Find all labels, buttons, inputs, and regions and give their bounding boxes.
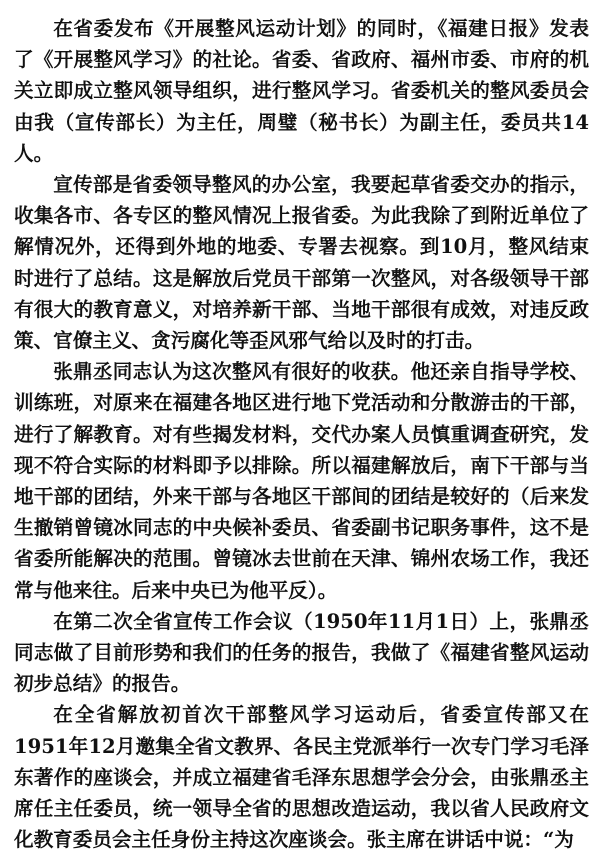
paragraph-mao-study-symposium: 在全省解放初首次干部整风学习运动后，省委宣传部又在1951年12月邀集全省文教界、各民主党派举行一次专门学习毛泽东著作的座谈会，并成立福建省毛泽东思想学会分会，由张鼎丞主席任主任委员，统一领导全省的思想改造运动，我以省人民政府文化教育委员会主任身份主持这次座谈会。张主席在讲话中说：“为 <box>14 703 589 852</box>
paragraph-propaganda-department: 宣传部是省委领导整风的办公室，我要起草省委交办的指示，收集各市、各专区的整风情况上报省委。为此我除了到附近单位了解情况外，还得到外地的地委、专署去视察。到10月，整风结束时进行了总结。这是解放后党员干部第一次整风，对各级领导干部有很大的教育意义，对培养新干部、当地干部很有成效，对违反政策、官僚主义、贪污腐化等歪风邪气给以及时的打击。 <box>14 173 589 353</box>
paragraph-zhang-dingcheng: 张鼎丞同志认为这次整风有很好的收获。他还亲自指导学校、训练班，对原来在福建各地区进行地下党活动和分散游击的干部，进行了解教育。对有些揭发材料，交代办案人员慎重调查研究，发现不符合实际的材料即予以排除。所以福建解放后，南下干部与当地干部的团结，外来干部与各地区干部间的团结是较好的（后来发生撤销曾镜冰同志的中央候补委员、省委副书记职务事件，这不是省委所能解决的范围。曾镜冰去世前在天津、锦州农场工作，我还常与他来往。后来中央已为他平反）。 <box>14 360 589 602</box>
paragraph-rectification-plan: 在省委发布《开展整风运动计划》的同时，《福建日报》发表了《开展整风学习》的社论。省委、省政府、福州市委、市府的机关立即成立整风领导组织，进行整风学习。省委机关的整风委员会由我（宣传部长）为主任，周璧（秘书长）为副主任，委员共14人。 <box>14 17 589 165</box>
document-body <box>14 13 589 855</box>
paragraph-second-conference: 在第二次全省宣传工作会议（1950年11月1日）上，张鼎丞同志做了目前形势和我们的任务的报告，我做了《福建省整风运动初步总结》的报告。 <box>14 609 589 696</box>
